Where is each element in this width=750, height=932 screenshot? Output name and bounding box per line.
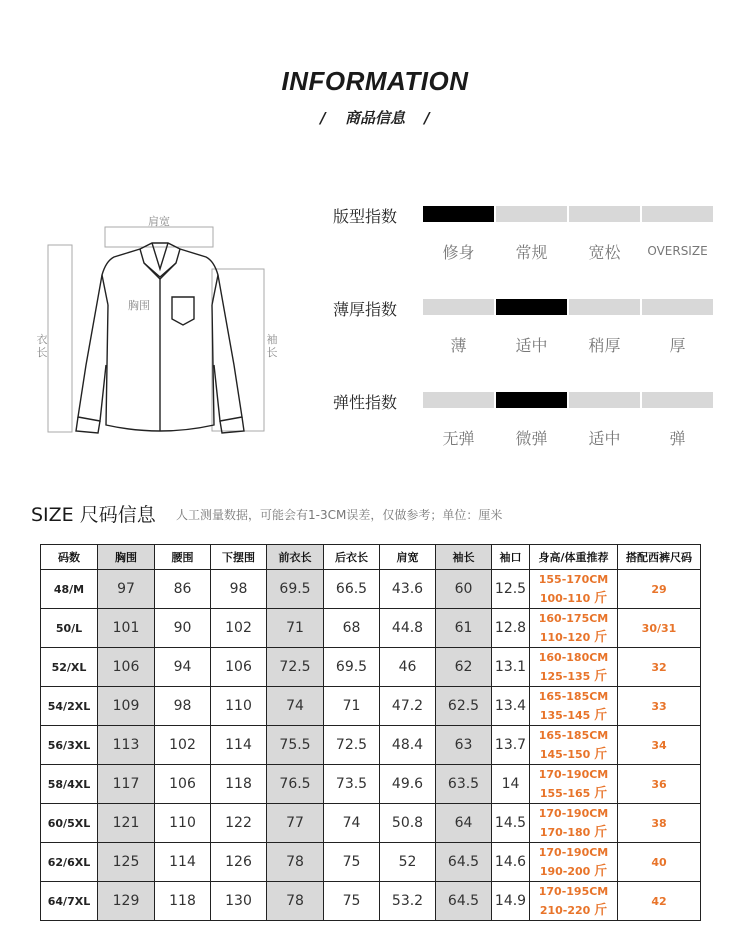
weight-range-line bbox=[530, 628, 617, 647]
recommendation-cell bbox=[530, 882, 618, 921]
size-table-header-row bbox=[41, 545, 701, 570]
weight-range: 125-135 bbox=[539, 670, 591, 683]
measurement-cell: 73.5 bbox=[324, 765, 380, 804]
height-range: 170-190CM bbox=[538, 846, 609, 859]
size-cell: 56/3XL bbox=[41, 726, 98, 765]
size-cell: 52/XL bbox=[41, 648, 98, 687]
height-range: 170-195CM bbox=[538, 885, 609, 898]
column-header: 后衣长 bbox=[324, 545, 380, 570]
measurement-cell: 64 bbox=[436, 804, 492, 843]
thickness-index-segment-4 bbox=[642, 299, 713, 315]
measurement-cell: 74 bbox=[324, 804, 380, 843]
recommendation-cell bbox=[530, 648, 618, 687]
measurement-cell: 43.6 bbox=[380, 570, 436, 609]
pants-size-cell: 36 bbox=[618, 765, 701, 804]
size-cell: 50/L bbox=[41, 609, 98, 648]
page-subtitle bbox=[0, 107, 750, 128]
table-row bbox=[41, 765, 701, 804]
table-row bbox=[41, 726, 701, 765]
measurement-cell: 47.2 bbox=[380, 687, 436, 726]
measurement-cell: 69.5 bbox=[267, 570, 324, 609]
column-header: 腰围 bbox=[155, 545, 211, 570]
measurement-cell: 62 bbox=[436, 648, 492, 687]
measurement-cell: 68 bbox=[324, 609, 380, 648]
measurement-cell: 118 bbox=[155, 882, 211, 921]
measurement-cell: 13.1 bbox=[492, 648, 530, 687]
weight-range-line bbox=[530, 901, 617, 920]
subtitle-separator-right: / bbox=[424, 109, 430, 127]
size-cell: 64/7XL bbox=[41, 882, 98, 921]
measurement-cell: 114 bbox=[155, 843, 211, 882]
measurement-cell: 106 bbox=[211, 648, 267, 687]
height-range: 160-175CM bbox=[538, 612, 609, 625]
elasticity-option-1: 无弹 bbox=[442, 429, 475, 448]
table-row bbox=[41, 570, 701, 609]
measurement-cell: 109 bbox=[98, 687, 155, 726]
measurement-cell: 129 bbox=[98, 882, 155, 921]
weight-unit: 斤 bbox=[594, 669, 608, 684]
fit-index-segment-4 bbox=[642, 206, 713, 222]
size-section-title: SIZE 尺码信息 bbox=[31, 504, 156, 526]
recommendation-cell bbox=[530, 726, 618, 765]
measurement-cell: 74 bbox=[267, 687, 324, 726]
elasticity-index-name: 弹性指数 bbox=[333, 393, 398, 412]
measurement-cell: 52 bbox=[380, 843, 436, 882]
column-header: 搭配西裤尺码 bbox=[618, 545, 701, 570]
measurement-cell: 72.5 bbox=[267, 648, 324, 687]
elasticity-option-2: 微弹 bbox=[515, 429, 548, 448]
measurement-cell: 98 bbox=[211, 570, 267, 609]
weight-unit: 斤 bbox=[594, 630, 608, 645]
measurement-cell: 66.5 bbox=[324, 570, 380, 609]
elasticity-index-segment-4 bbox=[642, 392, 713, 408]
measurement-cell: 94 bbox=[155, 648, 211, 687]
pants-size-cell: 34 bbox=[618, 726, 701, 765]
weight-range-line bbox=[530, 589, 617, 608]
size-cell: 62/6XL bbox=[41, 843, 98, 882]
size-cell: 48/M bbox=[41, 570, 98, 609]
size-table bbox=[40, 544, 701, 921]
weight-unit: 斤 bbox=[594, 591, 608, 606]
measurement-cell: 63 bbox=[436, 726, 492, 765]
elasticity-option-3: 适中 bbox=[588, 429, 621, 448]
shirt-outline-illustration bbox=[30, 205, 300, 445]
measurement-cell: 106 bbox=[98, 648, 155, 687]
weight-range-line bbox=[530, 745, 617, 764]
pants-size-cell: 40 bbox=[618, 843, 701, 882]
measurement-cell: 118 bbox=[211, 765, 267, 804]
measurement-cell: 71 bbox=[267, 609, 324, 648]
measurement-cell: 130 bbox=[211, 882, 267, 921]
measurement-cell: 117 bbox=[98, 765, 155, 804]
weight-range: 135-145 bbox=[539, 709, 591, 722]
height-range: 170-190CM bbox=[538, 768, 609, 781]
measurement-cell: 14.9 bbox=[492, 882, 530, 921]
weight-range-line bbox=[530, 667, 617, 686]
size-cell: 60/5XL bbox=[41, 804, 98, 843]
fit-option-1: 修身 bbox=[442, 243, 475, 262]
fit-index-segment-2 bbox=[496, 206, 567, 222]
recommendation-cell bbox=[530, 765, 618, 804]
measurement-cell: 102 bbox=[211, 609, 267, 648]
weight-range: 155-165 bbox=[539, 787, 591, 800]
weight-range: 170-180 bbox=[539, 826, 591, 839]
weight-unit: 斤 bbox=[594, 786, 608, 801]
weight-range: 210-220 bbox=[539, 904, 591, 917]
measurement-cell: 110 bbox=[211, 687, 267, 726]
weight-range: 110-120 bbox=[539, 631, 591, 644]
measurement-cell: 102 bbox=[155, 726, 211, 765]
height-range: 155-170CM bbox=[538, 573, 609, 586]
weight-range: 190-200 bbox=[539, 865, 591, 878]
measurement-cell: 69.5 bbox=[324, 648, 380, 687]
measurement-cell: 86 bbox=[155, 570, 211, 609]
pants-size-cell: 32 bbox=[618, 648, 701, 687]
pants-size-cell: 38 bbox=[618, 804, 701, 843]
subtitle-separator-left: / bbox=[320, 109, 326, 127]
measurement-cell: 46 bbox=[380, 648, 436, 687]
measurement-cell: 14.6 bbox=[492, 843, 530, 882]
table-row bbox=[41, 648, 701, 687]
measurement-cell: 62.5 bbox=[436, 687, 492, 726]
sleeve-label: 袖长 bbox=[266, 333, 278, 359]
column-header: 码数 bbox=[41, 545, 98, 570]
weight-range: 145-150 bbox=[539, 748, 591, 761]
measurement-cell: 61 bbox=[436, 609, 492, 648]
table-row bbox=[41, 609, 701, 648]
column-header: 肩宽 bbox=[380, 545, 436, 570]
elasticity-index-segment-2 bbox=[496, 392, 567, 408]
measurement-cell: 75 bbox=[324, 882, 380, 921]
pants-size-cell: 29 bbox=[618, 570, 701, 609]
measurement-cell: 113 bbox=[98, 726, 155, 765]
measurement-cell: 64.5 bbox=[436, 843, 492, 882]
column-header: 袖口 bbox=[492, 545, 530, 570]
measurement-cell: 64.5 bbox=[436, 882, 492, 921]
measurement-cell: 12.5 bbox=[492, 570, 530, 609]
weight-unit: 斤 bbox=[594, 864, 608, 879]
column-header: 身高/体重推荐 bbox=[530, 545, 618, 570]
elasticity-index-segment-3 bbox=[569, 392, 640, 408]
thickness-index-segment-3 bbox=[569, 299, 640, 315]
measurement-cell: 13.4 bbox=[492, 687, 530, 726]
measurement-cell: 13.7 bbox=[492, 726, 530, 765]
pants-size-cell: 33 bbox=[618, 687, 701, 726]
measurement-cell: 126 bbox=[211, 843, 267, 882]
weight-range: 100-110 bbox=[539, 592, 591, 605]
measurement-cell: 90 bbox=[155, 609, 211, 648]
column-header: 胸围 bbox=[98, 545, 155, 570]
height-range: 170-190CM bbox=[538, 807, 609, 820]
length-label: 衣长 bbox=[36, 333, 48, 359]
column-header: 下摆围 bbox=[211, 545, 267, 570]
measurement-cell: 76.5 bbox=[267, 765, 324, 804]
measurement-cell: 12.8 bbox=[492, 609, 530, 648]
thickness-index-segment-2 bbox=[496, 299, 567, 315]
thickness-option-1: 薄 bbox=[450, 336, 467, 355]
fit-index-segment-1 bbox=[423, 206, 494, 222]
table-row bbox=[41, 843, 701, 882]
measurement-cell: 48.4 bbox=[380, 726, 436, 765]
measurement-cell: 14 bbox=[492, 765, 530, 804]
shoulder-label: 肩宽 bbox=[148, 215, 170, 228]
fit-index-segment-3 bbox=[569, 206, 640, 222]
weight-unit: 斤 bbox=[594, 825, 608, 840]
measurement-cell: 97 bbox=[98, 570, 155, 609]
measurement-cell: 71 bbox=[324, 687, 380, 726]
measurement-cell: 53.2 bbox=[380, 882, 436, 921]
column-header: 袖长 bbox=[436, 545, 492, 570]
column-header: 前衣长 bbox=[267, 545, 324, 570]
subtitle-text: 商品信息 bbox=[344, 109, 405, 127]
table-row bbox=[41, 687, 701, 726]
chest-label: 胸围 bbox=[128, 299, 150, 312]
size-cell: 58/4XL bbox=[41, 765, 98, 804]
measurement-cell: 72.5 bbox=[324, 726, 380, 765]
size-cell: 54/2XL bbox=[41, 687, 98, 726]
measurement-cell: 98 bbox=[155, 687, 211, 726]
fit-option-4: OVERSIZE bbox=[647, 244, 708, 258]
weight-unit: 斤 bbox=[594, 903, 608, 918]
measurement-cell: 121 bbox=[98, 804, 155, 843]
table-row bbox=[41, 804, 701, 843]
height-range: 165-185CM bbox=[538, 729, 609, 742]
measurement-cell: 75.5 bbox=[267, 726, 324, 765]
measurement-cell: 114 bbox=[211, 726, 267, 765]
weight-unit: 斤 bbox=[594, 708, 608, 723]
measurement-cell: 77 bbox=[267, 804, 324, 843]
fit-index-name: 版型指数 bbox=[333, 207, 398, 226]
thickness-option-4: 厚 bbox=[669, 336, 686, 355]
weight-range-line bbox=[530, 862, 617, 881]
weight-range-line bbox=[530, 706, 617, 725]
weight-range-line bbox=[530, 823, 617, 842]
weight-unit: 斤 bbox=[594, 747, 608, 762]
measurement-cell: 78 bbox=[267, 843, 324, 882]
recommendation-cell bbox=[530, 687, 618, 726]
fit-option-2: 常规 bbox=[515, 243, 548, 262]
recommendation-cell bbox=[530, 804, 618, 843]
recommendation-cell bbox=[530, 570, 618, 609]
measurement-cell: 106 bbox=[155, 765, 211, 804]
size-section-note: 人工测量数据，可能会有1-3CM误差，仅做参考；单位：厘米 bbox=[176, 508, 503, 522]
measurement-cell: 122 bbox=[211, 804, 267, 843]
measurement-cell: 75 bbox=[324, 843, 380, 882]
table-row bbox=[41, 882, 701, 921]
height-range: 165-185CM bbox=[538, 690, 609, 703]
fit-option-3: 宽松 bbox=[588, 243, 621, 262]
pants-size-cell: 30/31 bbox=[618, 609, 701, 648]
shirt-diagram bbox=[30, 205, 300, 445]
measurement-cell: 101 bbox=[98, 609, 155, 648]
height-range: 160-180CM bbox=[538, 651, 609, 664]
elasticity-option-4: 弹 bbox=[669, 429, 686, 448]
thickness-index-segment-1 bbox=[423, 299, 494, 315]
thickness-index-name: 薄厚指数 bbox=[333, 300, 398, 319]
thickness-option-3: 稍厚 bbox=[588, 336, 621, 355]
thickness-option-2: 适中 bbox=[515, 336, 548, 355]
measurement-cell: 125 bbox=[98, 843, 155, 882]
measurement-cell: 63.5 bbox=[436, 765, 492, 804]
measurement-cell: 60 bbox=[436, 570, 492, 609]
pants-size-cell: 42 bbox=[618, 882, 701, 921]
recommendation-cell bbox=[530, 609, 618, 648]
measurement-cell: 78 bbox=[267, 882, 324, 921]
measurement-cell: 49.6 bbox=[380, 765, 436, 804]
measurement-cell: 110 bbox=[155, 804, 211, 843]
measurement-cell: 44.8 bbox=[380, 609, 436, 648]
recommendation-cell bbox=[530, 843, 618, 882]
page-title: INFORMATION bbox=[281, 66, 469, 96]
elasticity-index-segment-1 bbox=[423, 392, 494, 408]
measurement-cell: 14.5 bbox=[492, 804, 530, 843]
measurement-cell: 50.8 bbox=[380, 804, 436, 843]
weight-range-line bbox=[530, 784, 617, 803]
